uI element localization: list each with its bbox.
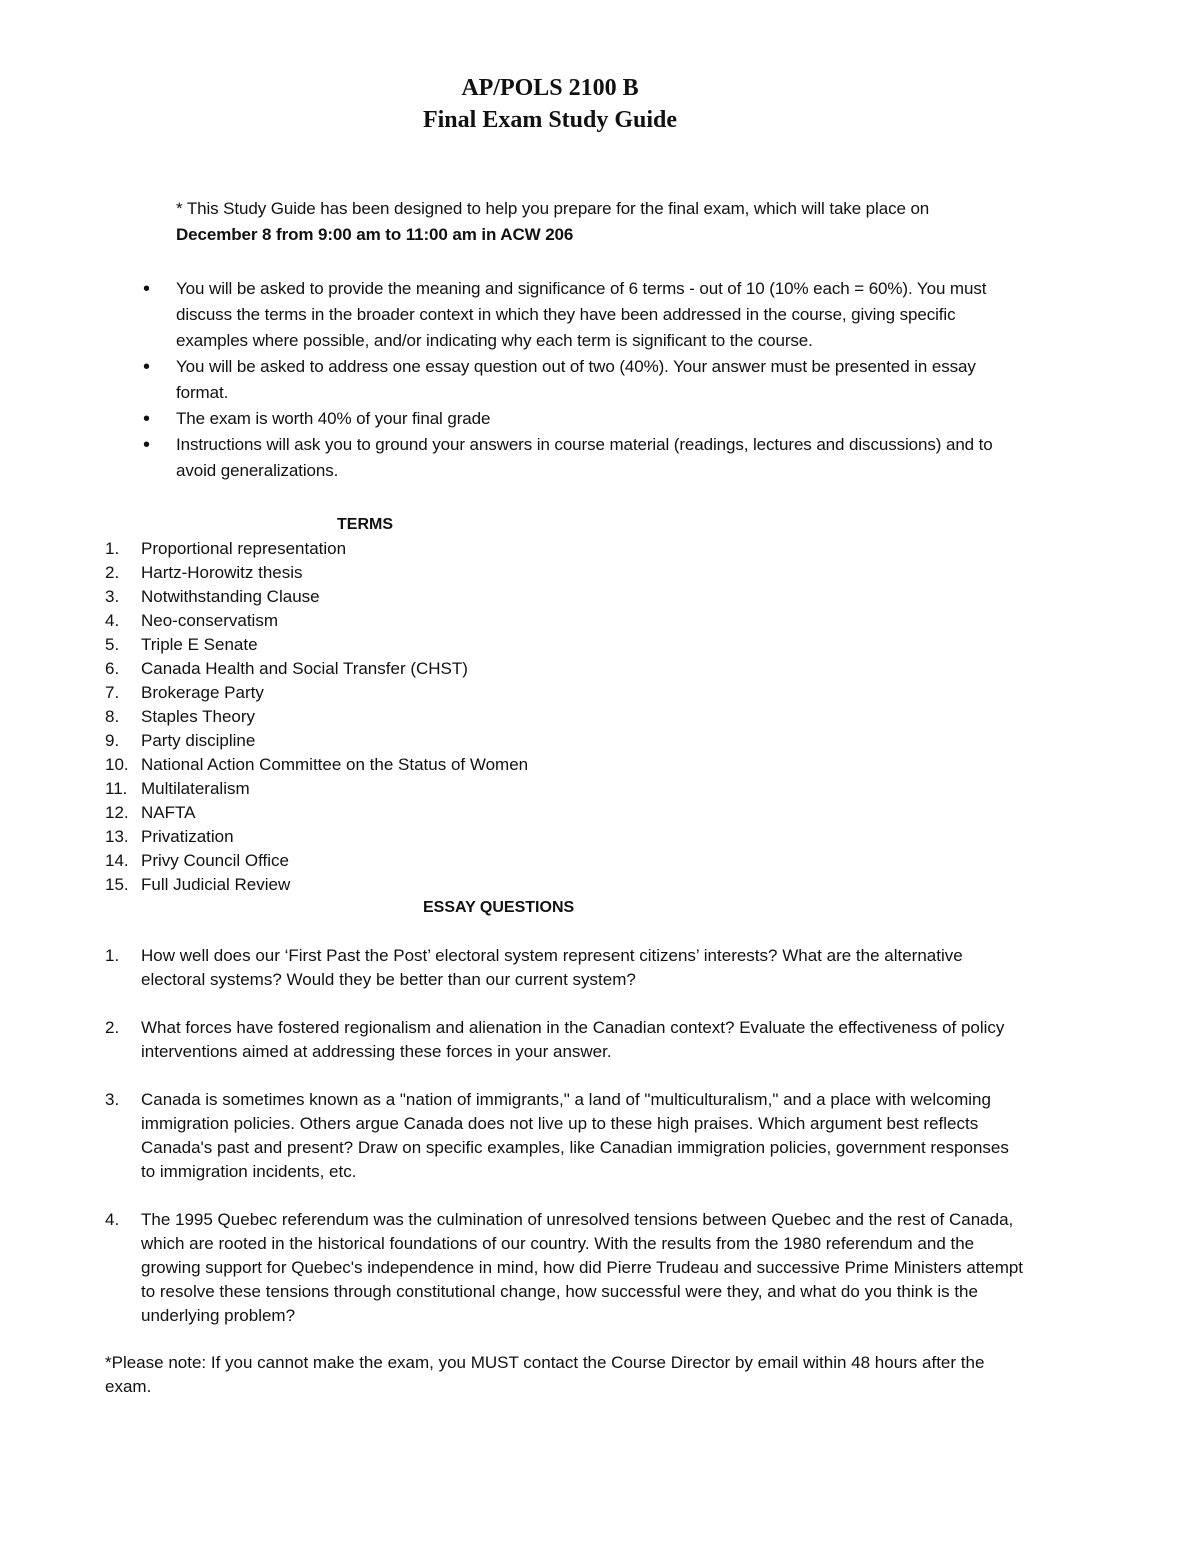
term-item (105, 537, 805, 561)
term-text: Multilateralism (141, 779, 250, 798)
term-number: 4. (105, 611, 120, 630)
term-item (105, 681, 805, 705)
term-text: National Action Committee on the Status of Women (141, 755, 529, 774)
term-number: 10. (105, 755, 129, 774)
term-number: 1. (105, 539, 120, 558)
term-number: 2. (105, 563, 120, 582)
essay-question (105, 944, 1025, 992)
term-item (105, 705, 805, 729)
term-number: 5. (105, 635, 120, 654)
term-text: Hartz-Horowitz thesis (141, 563, 303, 582)
term-text: Party discipline (141, 731, 256, 750)
essay-number: 4. (105, 1210, 120, 1229)
term-number: 8. (105, 707, 120, 726)
term-text: Brokerage Party (141, 683, 264, 702)
term-item (105, 777, 805, 801)
term-item (105, 873, 805, 897)
essay-number: 1. (105, 946, 120, 965)
term-item (105, 633, 805, 657)
term-text: Staples Theory (141, 707, 256, 726)
term-number: 3. (105, 587, 120, 606)
essay-text: Canada is sometimes known as a "nation of immigrants," a land of "multiculturalism," and a place with welcoming immigration policies. Others argue Canada does not live up to these high praises. Which argument best reflects Canada's past and present? Draw on specific examples, like Canadian immigration policies, government responses to immigration incidents, etc. (141, 1090, 1009, 1181)
term-item (105, 849, 805, 873)
essay-text: What forces have fostered regionalism and alienation in the Canadian context? Evaluate the effectiveness of policy interventions aimed at addressing these forces in your answer. (141, 1018, 1005, 1061)
intro-text: * This Study Guide has been designed to help you prepare for the final exam, which will take place on (176, 199, 930, 218)
intro-paragraph (176, 196, 1036, 248)
terms-heading: TERMS (337, 516, 393, 533)
exam-info-bullets (176, 276, 1026, 484)
term-text: Neo-conservatism (141, 611, 278, 630)
term-text: Triple E Senate (141, 635, 258, 654)
term-item (105, 801, 805, 825)
term-item (105, 609, 805, 633)
bullet-item: • You will be asked to address one essay question out of two (40%). Your answer must be presented in essay format. (176, 354, 1026, 406)
term-number: 6. (105, 659, 120, 678)
essay-question (105, 1016, 1025, 1064)
term-text: Canada Health and Social Transfer (CHST) (141, 659, 468, 678)
term-number: 12. (105, 803, 129, 822)
essay-questions-heading: ESSAY QUESTIONS (423, 899, 575, 916)
term-item (105, 585, 805, 609)
essay-questions-list (105, 944, 1025, 1352)
essay-text: The 1995 Quebec referendum was the culmination of unresolved tensions between Quebec and the rest of Canada, which are rooted in the historical foundations of our country. With the results from the 1980 referendum and the growing support for Quebec's independence in mind, how did Pierre Trudeau and successive Prime Ministers attempt to resolve these tensions through constitutional change, how successful were they, and what do you think is the underlying problem? (141, 1210, 1024, 1325)
term-number: 11. (105, 779, 128, 798)
essay-question (105, 1208, 1025, 1328)
bullet-item: • Instructions will ask you to ground your answers in course material (readings, lectures and discussions) and to avoid generalizations. (176, 432, 1026, 484)
course-code-title: AP/POLS 2100 B (461, 75, 639, 101)
exam-date-location: December 8 from 9:00 am to 11:00 am in ACW 206 (176, 225, 574, 244)
term-text: Full Judicial Review (141, 875, 291, 894)
essay-number: 3. (105, 1090, 120, 1109)
term-number: 14. (105, 851, 129, 870)
footer-note: *Please note: If you cannot make the exam, you MUST contact the Course Director by email within 48 hours after the exam. (105, 1353, 985, 1396)
term-text: Privatization (141, 827, 234, 846)
term-item (105, 729, 805, 753)
term-text: Notwithstanding Clause (141, 587, 320, 606)
term-number: 9. (105, 731, 120, 750)
bullet-item: • You will be asked to provide the meaning and significance of 6 terms - out of 10 (10% each = 60%). You must discuss the terms in the broader context in which they have been addressed in the course, giving specific examples where possible, and/or indicating why each term is significant to the course. (176, 276, 1026, 354)
essay-number: 2. (105, 1018, 120, 1037)
term-item (105, 561, 805, 585)
term-text: Proportional representation (141, 539, 347, 558)
term-number: 15. (105, 875, 129, 894)
term-text: Privy Council Office (141, 851, 290, 870)
term-text: NAFTA (141, 803, 196, 822)
term-item (105, 657, 805, 681)
page-title: Final Exam Study Guide (422, 107, 678, 133)
terms-list (105, 537, 805, 897)
term-item (105, 825, 805, 849)
essay-text: How well does our ‘First Past the Post’ electoral system represent citizens’ interests? What are the alternative electoral systems? Would they be better than our current system? (141, 946, 963, 989)
bullet-item: • The exam is worth 40% of your final grade (176, 406, 1026, 432)
term-item (105, 753, 805, 777)
essay-question (105, 1088, 1025, 1184)
term-number: 13. (105, 827, 129, 846)
term-number: 7. (105, 683, 120, 702)
